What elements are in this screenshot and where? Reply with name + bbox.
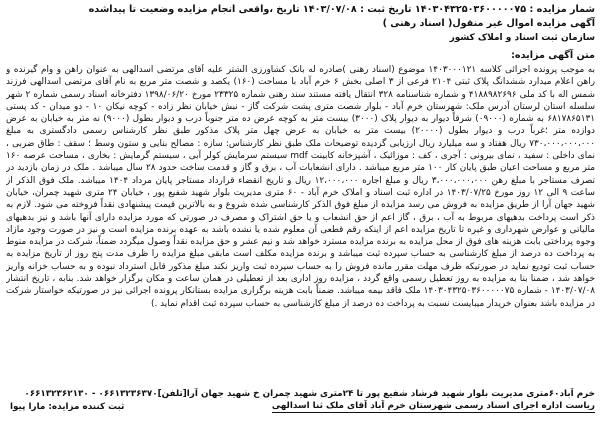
auction-notice-page — [6, 3, 595, 416]
footer-reporter-name: مارا پیوا — [10, 401, 46, 412]
notice-title: متن آگهی مزایده: — [511, 50, 595, 61]
auction-header-line: شمار مزایده : ۱۴۰۳۰۴۳۲۵۰۳۶۰۰۰۰۰۷۵ تاریخ ثبت : ۱۴۰۳/۰۷/۰۸ تاریخ ،واقعی انجام مزایده وضعیت تا پیداشده — [88, 4, 595, 15]
footer-office: ریاست اداره اجرای اسناد رسمی شهرستان خرم آباد آقای ملک ثنا اسدالهی — [271, 401, 595, 411]
footer-address-row — [6, 388, 595, 400]
notice-body: به موجب پرونده اجرائی کلاسه ۱۴۰۳۰۰۰۱۲۱ موضوع (اسناد رهنی )صادره له بانک کشاورزی الشتر علیه آقای مرتضی اسدالهی به عنوان راهن و وام گیرنده و راهن اعلام میدارد ششدانگ پلاک ثبتی ۲۱۰۴ فرعی از ۳ اصلی بخش ۶ خرم آباد با مساحت (۱۶۰) یکصد و شصت متر مربع به نام آقای مرتضی اسدالهی فرزند شمس اله با کد ملی ۴۱۸۸۹۸۲۶۹۶ و شماره شناسنامه ۳۲۸ انتقال یافته مستند سند رهنی شماره ۲۳۳۲۵ مورخ ۱۳۹۸/۰۶/۲۰ دفترخانه اسناد رسمی شماره ۲ شهر سلسله استان لرستان آدرس ملک: شهرستان خرم آباد - بلوار شصت متری پشت شرکت گاز - نبش خیابان نظر زاده - کوچه نیکان ۱۰ - دو میدان - کد پستی ۶۸۱۷۸۶۵۱۳۱ به شماره (۰۹۰۰۰) شرقاً دیوار به دیوار پلاک (۳۰۰۰) بیست متر به کوچه عرض ده متر جنوباً درب و دیوار بطول (۹۰۰۰) نه متر به خیابان به عرض دوازده متر ؛غرباً درب و دیوار بطول (۲۰۰۰۰) بیست متر به خیابان به عرض چهل متر پلاک مذکور طبق نظر کارشناس رسمی دادگستری به مبلغ ۷۳۰،۰۰۰،۰۰۰،۰۰۰ ریال هفتاد و سه میلیارد ریال ارزیابی گردیده توضیحات ملک طبق نظر کارشناس: سازه : مصالح بنایی و ستون وسط ؛ سقف : طاق ضربی ، نمای داخلی : سفید ، نمای بیرونی : آجری ، کف : موزائیک ، آشپزخانه کابینت mdf سیستم سرمایش کولر آبی ، سیستم گرمایش : بخاری ، مساحت عرصه ۱۶۰ متر مربع و مساحت اعیان طبق پایان کار ۱۰۰ متر مربع میباشد . دارای انشعابات آب ، برق و گاز و قدمت ساخت حدود ۲۸ سال میباشد . ملک در زمان بازدید در تصرف مستاجر با مبلغ رهن ۳،۰۰۰،۰۰۰،۰۰۰ ریال و مبلغ اجاره ۱۲،۰۰۰،۰۰۰ ریال و تاریخ انقضاء قرارداد مستاجر پایان مرداد ۱۴۰۴ میباشد. ملک فوق الذکر از ساعت ۹ الی ۱۲ روز مورخ ۱۴۰۳/۰۷/۲۵ در اداره ثبت اسناد و املاک خرم آباد - ۶۰ متری مدیریت بلوار شهید شفیع پور ، خیابان ۲۴ متری شهید چمران، خیابان شهید جهان آرا از طریق مزایده به فروش می رسد مزایده از مبلغ فوق الذکر کارشناسی شده شروع و به بالاترین قیمت پیشنهادی نقداً فروخته می شود. لازم به ذکر است پرداخت بدهیهای مربوط به آب ، برق ، گاز اعم از حق انشعاب و یا حق اشتراک و مصرف در صورتی که مورد مزایده دارای آنها باشد و نیز بدهیهای مالیاتی و عوارض شهرداری و غیره تا تاریخ مزایده اعم از اینکه رقم قطعی آن معلوم شده یا نشده باشد به عهده برنده مزایده است و نیز در صورت وجود مازاد وجوه پرداختی بابت هزینه های فوق از محل مزایده به برنده مزایده مسترد خواهد شد و نیم عشر و حق مزایده نقداً وصول میگردد ضمناً، شرکت در مزایده منوط به پرداخت ده درصد از مبلغ کارشناسی به حساب سپرده ثبت میباشد و برنده مزایده مکلف است مابقی مبلغ مزایده را ظرف مدت پنج روز از تاریخ مزایده به حساب ثبت تودیع نماید در صورتیکه ظرف مهلت مقرر مانده فروش را به حساب سپرده ثبت واریز نکند مبلغ مذکور قابل استرداد نبوده و به حساب خزانه واریز خواهد شد ، ضمنا بنا به مزایده به روز تعطیل رسمی واقع گردد ، مزایده روز اداری بعد از تعطیلی در همان ساعت و مکان برگزار خواهد شد. بنابه ، تاریخ انتشار ۱۴۰۳/۰۷/۰۸ - شماره ۱۴۰۳۰۴۳۲۵۰۳۶۰۰۰۰۰۷۵ ملک فاقد بیمه میباشد. ضمناً بابت هزینه برگزاری مزایده بستانکار پرونده اجرائی نیز در صورتیکه خواستار شرکت در مزایده باشد بعنوان خریدار میبایست نسبت به پرداخت ده درصد از مبلغ کارشناسی به حساب سپرده ثبت اقدام نماید .) — [6, 65, 595, 309]
footer-address: خرم آباد۶۰متری مدیریت بلوار شهید فرشاد شفیع پور تا ۲۴متری شهید چمران خ شهید جهان آرا[تلفن]۰۶۶۱۳۲۳۶۳۷۰ - ۰۶۶۱۳۲۳۶۲۱۳۰ — [24, 389, 595, 399]
footer-office-row — [6, 400, 595, 413]
footer-reporter — [6, 401, 124, 413]
footer-reporter-label: ثبت کننده مزایده: — [48, 401, 125, 412]
auction-header-title: آگهی مزایده اموال غیر منقول( اسناد رهنی ) — [382, 18, 595, 29]
organization-name: سازمان ثبت اسناد و املاک کشور — [449, 33, 595, 43]
